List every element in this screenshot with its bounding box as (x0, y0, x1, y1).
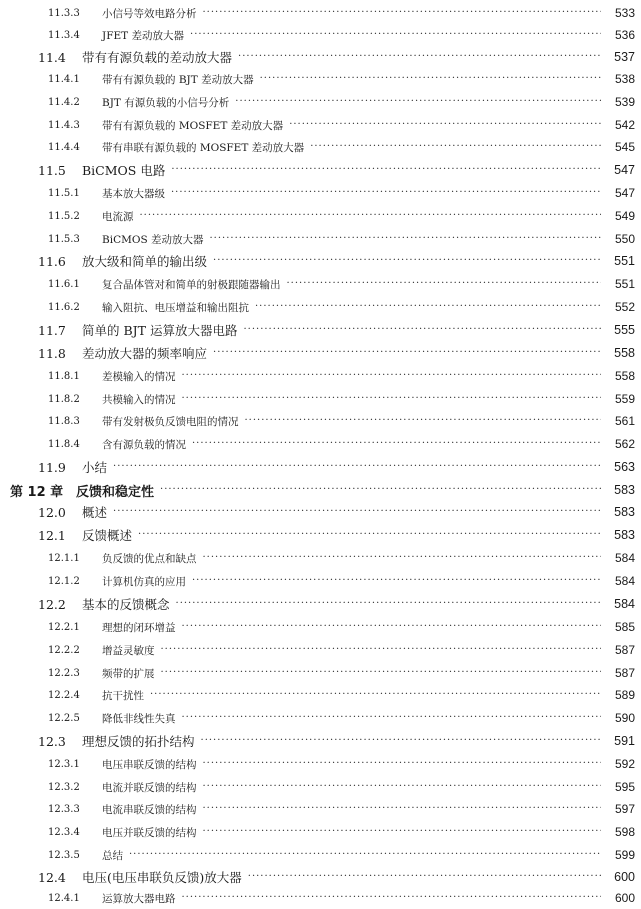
toc-entry[interactable] (0, 433, 641, 455)
entry-page-number: 552 (614, 300, 635, 314)
toc-entry[interactable] (0, 662, 641, 684)
toc-entry[interactable] (0, 136, 641, 158)
entry-page-number: 583 (614, 528, 635, 542)
toc-entry[interactable] (0, 24, 641, 46)
entry-page-number: 539 (614, 95, 635, 109)
entry-title: 复合晶体管对和简单的射极跟随器输出 (102, 278, 281, 291)
toc-entry[interactable] (0, 730, 641, 752)
entry-number: 12.4.1 (48, 892, 80, 904)
dot-leader (255, 300, 601, 314)
entry-page-number: 597 (614, 802, 635, 816)
entry-page-number: 542 (614, 118, 635, 132)
entry-title: 基本的反馈概念 (82, 597, 170, 612)
dot-leader (260, 72, 601, 86)
entry-number: 11.5.3 (48, 233, 80, 245)
entry-page-number: 561 (614, 414, 635, 428)
dot-leader (161, 666, 602, 680)
entry-number: 11.7 (38, 322, 66, 338)
entry-title: 带有有源负载的 BJT 差动放大器 (102, 73, 254, 86)
entry-title: 抗干扰性 (102, 689, 144, 702)
toc-entry[interactable] (0, 410, 641, 432)
entry-title: 输入阻抗、电压增益和输出阻抗 (102, 301, 249, 314)
entry-number: 11.4.2 (48, 96, 80, 108)
entry-number: 12.2 (38, 596, 66, 612)
toc-entry[interactable] (0, 616, 641, 638)
entry-page-number: 584 (614, 551, 635, 565)
entry-title: 电压并联反馈的结构 (102, 826, 197, 839)
entry-number: 11.4 (38, 49, 66, 65)
entry-page-number: 549 (614, 209, 635, 223)
entry-page-number: 584 (614, 574, 635, 588)
dot-leader (182, 711, 602, 725)
toc-entry[interactable] (0, 547, 641, 569)
dot-leader (182, 392, 602, 406)
entry-title: 差动放大器的频率响应 (82, 346, 208, 361)
entry-number: 11.9 (38, 459, 66, 475)
entry-number: 12.2.2 (48, 644, 80, 656)
dot-leader (248, 870, 601, 884)
entry-page-number: 600 (614, 891, 635, 905)
toc-entry[interactable] (0, 2, 641, 24)
dot-leader (182, 891, 602, 905)
entry-page-number: 537 (614, 50, 635, 64)
toc-entry[interactable] (0, 365, 641, 387)
entry-title: 电流源 (102, 210, 134, 223)
dot-leader (140, 209, 602, 223)
entry-title: 电压(电压串联负反馈)放大器 (82, 870, 242, 885)
dot-leader (203, 6, 602, 20)
chapter-number: 第 12 章 (10, 484, 64, 500)
dot-leader (203, 802, 602, 816)
entry-title: 小信号等效电路分析 (102, 7, 197, 20)
toc-entry[interactable] (0, 388, 641, 410)
dot-leader (171, 186, 601, 200)
entry-page-number: 589 (614, 688, 635, 702)
dot-leader (150, 688, 601, 702)
entry-number: 11.6 (38, 253, 66, 269)
toc-entry[interactable] (0, 228, 641, 250)
chapter-title: 反馈和稳定性 (76, 484, 155, 500)
toc-entry[interactable] (0, 91, 641, 113)
toc-entry[interactable] (0, 319, 641, 341)
entry-title: 反馈概述 (82, 528, 133, 543)
entry-number: 12.1 (38, 527, 66, 543)
entry-number: 12.0 (38, 504, 66, 520)
entry-title: 小结 (82, 460, 108, 475)
toc-entry[interactable] (0, 798, 641, 820)
dot-leader (203, 757, 602, 771)
toc-entry[interactable] (0, 273, 641, 295)
toc-entry[interactable] (0, 524, 641, 546)
toc-entry[interactable] (0, 753, 641, 775)
dot-leader (113, 460, 601, 474)
entry-number: 12.4 (38, 869, 66, 885)
dot-leader (171, 163, 601, 177)
dot-leader (160, 483, 601, 497)
entry-number: 11.8.3 (48, 415, 80, 427)
toc-entry[interactable] (0, 501, 641, 523)
toc-entry[interactable] (0, 684, 641, 706)
dot-leader (289, 118, 601, 132)
toc-entry[interactable] (0, 707, 641, 729)
entry-number: 12.2.4 (48, 689, 80, 701)
entry-title: 负反馈的优点和缺点 (102, 552, 197, 565)
entry-page-number: 590 (614, 711, 635, 725)
dot-leader (287, 277, 602, 291)
entry-title: 频带的扩展 (102, 667, 155, 680)
entry-number: 12.3 (38, 733, 66, 749)
entry-number: 12.2.5 (48, 712, 80, 724)
toc-chapter-entry[interactable] (0, 479, 641, 501)
toc-entry[interactable] (0, 159, 641, 181)
entry-title: BJT 有源负载的小信号分析 (102, 96, 230, 109)
toc-entry[interactable] (0, 68, 641, 90)
toc-entry[interactable] (0, 205, 641, 227)
entry-page-number: 587 (614, 643, 635, 657)
dot-leader (213, 346, 601, 360)
dot-leader (235, 95, 601, 109)
entry-number: 11.4.3 (48, 119, 80, 131)
dot-leader (203, 780, 602, 794)
entry-number: 11.4.4 (48, 141, 80, 153)
entry-title: 简单的 BJT 运算放大器电路 (82, 323, 238, 338)
dot-leader (243, 323, 601, 337)
entry-page-number: 591 (614, 734, 635, 748)
entry-number: 11.3.3 (48, 7, 80, 19)
entry-page-number: 558 (614, 346, 635, 360)
entry-number: 11.5.2 (48, 210, 80, 222)
entry-title: BiCMOS 电路 (82, 163, 166, 178)
entry-title: 差模输入的情况 (102, 370, 176, 383)
entry-title: 放大级和简单的输出级 (82, 254, 208, 269)
entry-title: 带有发射极负反馈电阻的情况 (102, 415, 239, 428)
entry-page-number: 555 (614, 323, 635, 337)
entry-title: 电流并联反馈的结构 (102, 781, 197, 794)
entry-title: 概述 (82, 505, 108, 520)
dot-leader (129, 848, 601, 862)
dot-leader (161, 643, 602, 657)
entry-number: 12.3.2 (48, 781, 80, 793)
entry-title: 基本放大器级 (102, 187, 165, 200)
entry-number: 11.3.4 (48, 29, 80, 41)
entry-number: 11.5.1 (48, 187, 80, 199)
entry-page-number: 551 (614, 277, 635, 291)
entry-number: 12.2.3 (48, 667, 80, 679)
toc-entry[interactable] (0, 342, 641, 364)
entry-number: 12.3.4 (48, 826, 80, 838)
toc-entry[interactable] (0, 776, 641, 798)
entry-title: 降低非线性失真 (102, 712, 176, 725)
toc-entry[interactable] (0, 456, 641, 478)
dot-leader (176, 597, 601, 611)
entry-title: 计算机仿真的应用 (102, 575, 186, 588)
entry-page-number: 583 (614, 505, 635, 519)
entry-page-number: 600 (614, 870, 635, 884)
entry-page-number: 598 (614, 825, 635, 839)
dot-leader (210, 232, 602, 246)
entry-number: 12.2.1 (48, 621, 80, 633)
entry-title: 共模输入的情况 (102, 393, 176, 406)
entry-title: 带有有源负载的差动放大器 (82, 50, 233, 65)
entry-number: 11.8.2 (48, 393, 80, 405)
entry-page-number: 533 (614, 6, 635, 20)
toc-entry[interactable] (0, 46, 641, 68)
entry-page-number: 538 (614, 72, 635, 86)
toc-entry[interactable] (0, 570, 641, 592)
dot-leader (201, 734, 601, 748)
dot-leader (113, 505, 601, 519)
entry-page-number: 551 (614, 254, 635, 268)
entry-title: 含有源负载的情况 (102, 438, 186, 451)
entry-number: 11.6.1 (48, 278, 80, 290)
entry-number: 11.4.1 (48, 73, 80, 85)
dot-leader (245, 414, 602, 428)
entry-title: 增益灵敏度 (102, 644, 155, 657)
entry-page-number: 563 (614, 460, 635, 474)
dot-leader (192, 574, 601, 588)
entry-number: 11.8 (38, 345, 66, 361)
entry-page-number: 559 (614, 392, 635, 406)
entry-number: 11.8.1 (48, 370, 80, 382)
entry-page-number: 585 (614, 620, 635, 634)
entry-page-number: 583 (614, 483, 635, 497)
entry-page-number: 587 (614, 666, 635, 680)
entry-number: 11.8.4 (48, 438, 80, 450)
entry-page-number: 547 (614, 163, 635, 177)
entry-title: 总结 (102, 849, 123, 862)
entry-title: BiCMOS 差动放大器 (102, 233, 204, 246)
dot-leader (192, 437, 601, 451)
entry-page-number: 599 (614, 848, 635, 862)
entry-number: 12.1.1 (48, 552, 80, 564)
entry-page-number: 592 (614, 757, 635, 771)
entry-title: 带有有源负载的 MOSFET 差动放大器 (102, 119, 284, 132)
entry-page-number: 595 (614, 780, 635, 794)
toc-entry[interactable] (0, 821, 641, 843)
dot-leader (203, 551, 602, 565)
entry-title: 运算放大器电路 (102, 892, 176, 905)
entry-number: 11.6.2 (48, 301, 80, 313)
entry-page-number: 562 (614, 437, 635, 451)
entry-title: 理想反馈的拓扑结构 (82, 734, 195, 749)
entry-title: JFET 差动放大器 (102, 29, 185, 42)
dot-leader (182, 369, 602, 383)
entry-number: 12.3.1 (48, 758, 80, 770)
entry-title: 带有串联有源负载的 MOSFET 差动放大器 (102, 141, 305, 154)
toc-entry[interactable] (0, 887, 641, 909)
entry-number: 12.3.5 (48, 849, 80, 861)
toc-entry[interactable] (0, 296, 641, 318)
dot-leader (213, 254, 601, 268)
toc-entry[interactable] (0, 866, 641, 888)
dot-leader (238, 50, 601, 64)
entry-page-number: 550 (614, 232, 635, 246)
entry-page-number: 584 (614, 597, 635, 611)
dot-leader (203, 825, 602, 839)
entry-title: 电压串联反馈的结构 (102, 758, 197, 771)
entry-number: 11.5 (38, 162, 66, 178)
dot-leader (138, 528, 601, 542)
toc-entry[interactable] (0, 844, 641, 866)
dot-leader (310, 140, 601, 154)
toc-entry[interactable] (0, 639, 641, 661)
entry-page-number: 545 (614, 140, 635, 154)
toc-entry[interactable] (0, 250, 641, 272)
entry-page-number: 536 (614, 28, 635, 42)
dot-leader (182, 620, 602, 634)
toc-entry[interactable] (0, 593, 641, 615)
entry-page-number: 547 (614, 186, 635, 200)
entry-number: 12.1.2 (48, 575, 80, 587)
entry-page-number: 558 (614, 369, 635, 383)
toc-entry[interactable] (0, 114, 641, 136)
entry-title: 理想的闭环增益 (102, 621, 176, 634)
entry-title: 电流串联反馈的结构 (102, 803, 197, 816)
toc-entry[interactable] (0, 182, 641, 204)
dot-leader (190, 28, 601, 42)
entry-number: 12.3.3 (48, 803, 80, 815)
